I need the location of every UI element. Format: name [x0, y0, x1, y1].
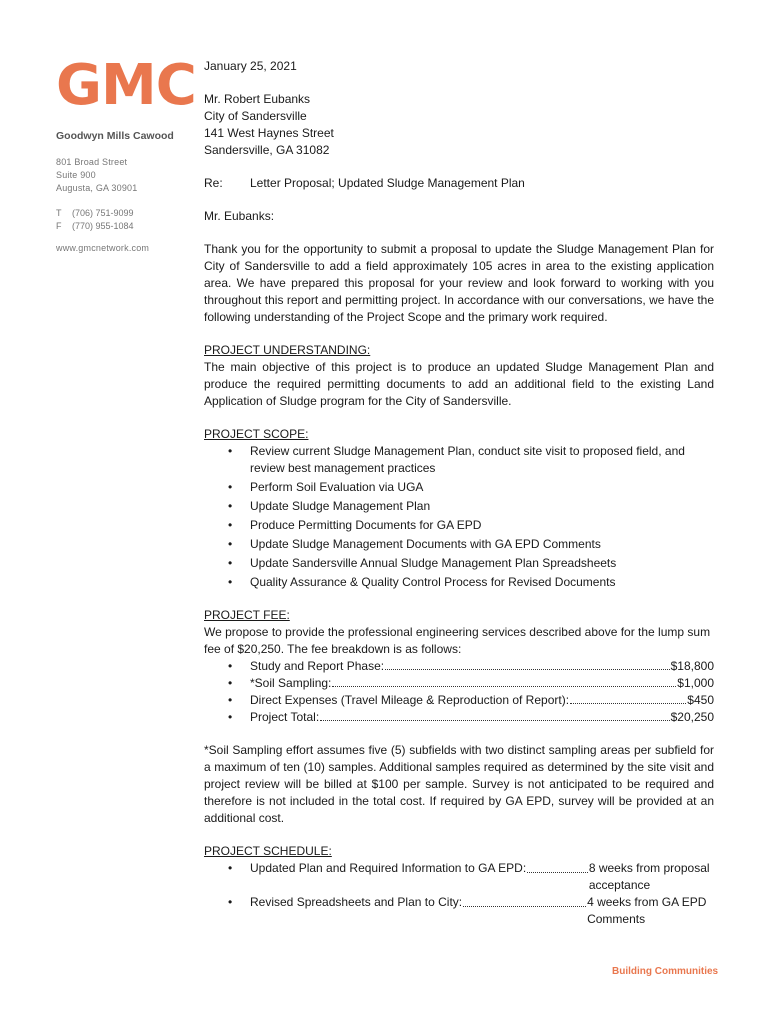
fee-list	[204, 658, 714, 726]
gmc-logo	[56, 53, 196, 118]
understanding-heading: PROJECT UNDERSTANDING:	[204, 343, 371, 357]
gmc-logo-text: GMC	[56, 53, 196, 118]
letter-date: January 25, 2021	[204, 59, 297, 73]
list-item: • Update Sandersville Annual Sludge Management Plan Spreadsheets	[204, 555, 714, 572]
recipient-line: City of Sandersville	[204, 109, 307, 123]
section-fee	[204, 607, 714, 726]
address-line: 801 Broad Street	[56, 157, 128, 167]
salutation: Mr. Eubanks:	[204, 209, 275, 223]
scope-list	[204, 443, 714, 591]
schedule-item: • Updated Plan and Required Information to GA EPD: 8 weeks from proposal acceptance	[204, 860, 714, 894]
list-item: • Quality Assurance & Quality Control Process for Revised Documents	[204, 574, 714, 591]
fee-item: • Direct Expenses (Travel Mileage & Reproduction of Report): $450	[204, 692, 714, 709]
recipient-line: 141 West Haynes Street	[204, 126, 334, 140]
recipient-block	[204, 91, 714, 159]
recipient-line: Mr. Robert Eubanks	[204, 92, 311, 106]
fee-heading: PROJECT FEE:	[204, 608, 290, 622]
letter-body	[204, 58, 714, 928]
understanding-body: The main objective of this project is to produce an updated Sludge Management Plan and produce the required permitting documents to add an additional field to the existing Land Application of Sludge program for the City of Sandersville.	[204, 360, 714, 408]
subject-line	[204, 175, 714, 192]
address-line: Augusta, GA 30901	[56, 183, 138, 193]
schedule-item: • Revised Spreadsheets and Plan to City: 4 weeks from GA EPD Comments	[204, 894, 714, 928]
list-item: • Update Sludge Management Plan	[204, 498, 714, 515]
firm-phones	[56, 207, 186, 233]
schedule-heading: PROJECT SCHEDULE:	[204, 844, 332, 858]
firm-website: www.gmcnetwork.com	[56, 243, 150, 253]
footer-tagline: Building Communities	[612, 966, 719, 977]
fee-item: • Project Total: $20,250	[204, 709, 714, 726]
recipient-line: Sandersville, GA 31082	[204, 143, 330, 157]
fee-item: • Study and Report Phase: $18,800	[204, 658, 714, 675]
subject-label: Re:	[204, 176, 223, 190]
scope-heading: PROJECT SCOPE:	[204, 427, 309, 441]
schedule-list	[204, 860, 714, 928]
fee-intro: We propose to provide the professional engineering services described above for the lump sum fee of $20,250. The fee breakdown is as follows:	[204, 625, 711, 656]
address-line: Suite 900	[56, 170, 96, 180]
section-schedule	[204, 843, 714, 928]
list-item: • Produce Permitting Documents for GA EPD	[204, 517, 714, 534]
firm-address	[56, 156, 186, 195]
list-item: • Review current Sludge Management Plan, conduct site visit to proposed field, and review best management practices	[204, 443, 714, 477]
list-item: • Perform Soil Evaluation via UGA	[204, 479, 714, 496]
fee-note: *Soil Sampling effort assumes five (5) subfields with two distinct sampling areas per subfield for a maximum of ten (10) samples. Additional samples required as determined by the site visit and project review will be billed at $100 per sample. Survey is not anticipated to be required and therefore is not included in the total cost. If required by GA EPD, survey will be provided at an additional cost.	[204, 743, 714, 825]
subject-text: Letter Proposal; Updated Sludge Management Plan	[250, 176, 525, 190]
fee-item: • *Soil Sampling: $1,000	[204, 675, 714, 692]
letterhead-sidebar	[56, 53, 196, 253]
section-understanding	[204, 342, 714, 410]
phone-line: T (706) 751-9099	[56, 208, 134, 218]
fax-line: F (770) 955-1084	[56, 221, 134, 231]
section-scope	[204, 426, 714, 591]
list-item: • Update Sludge Management Documents with GA EPD Comments	[204, 536, 714, 553]
intro-paragraph: Thank you for the opportunity to submit a proposal to update the Sludge Management Plan for City of Sandersville to add a field approximately 105 acres in area to the existing application area. We have prepared this proposal for your review and look forward to working with you throughout this report and permitting project. In accordance with our conversations, we have the following understanding of the Project Scope and the primary work required.	[204, 242, 714, 324]
firm-name: Goodwyn Mills Cawood	[56, 130, 174, 142]
